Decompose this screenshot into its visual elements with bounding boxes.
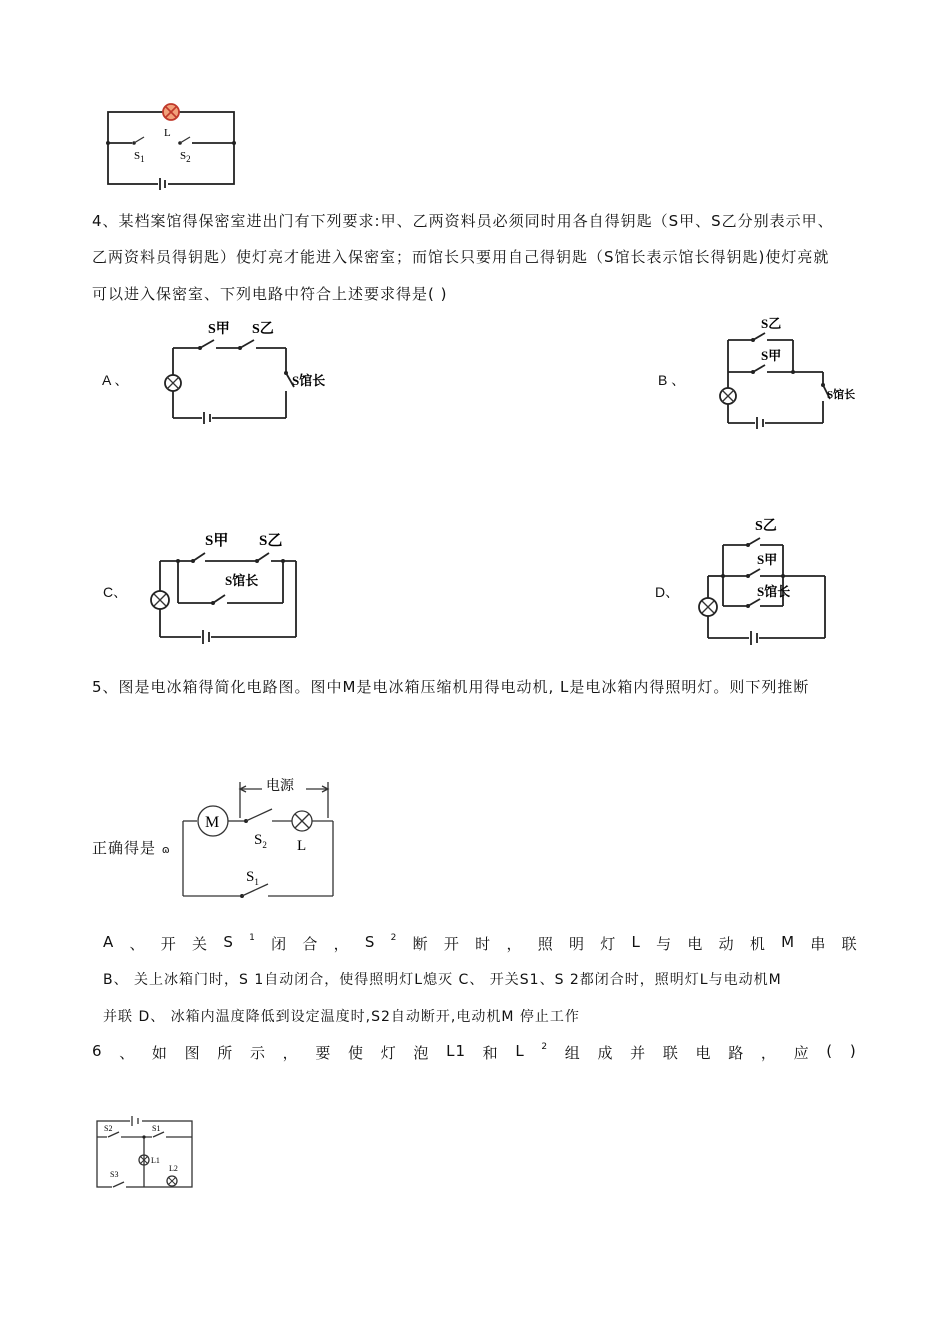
q5-line1: 5、图是电冰箱得简化电路图。图中M是电冰箱压缩机用得电动机, L是电冰箱内得照明灯。则下列推断 [92,678,810,696]
q4b-s-guanzhang-label: S馆长 [827,389,856,401]
q4d-s-yi-label: S乙 [755,519,777,534]
q6-circuit [92,1115,202,1190]
q4-option-a: A 、 [102,372,129,388]
q5-s2-label: $S_2$ [254,832,267,850]
q5-prompt: 正确得是 ɷ [92,839,171,857]
q4a-s-jia-label: S甲 [208,322,230,337]
q4-option-b: B 、 [658,372,686,388]
q4-line3: 可以进入保密室、下列电路中符合上述要求得是( ) [92,285,448,303]
q5-s1-label: $S_1$ [246,869,259,887]
q5-option-b-c: B、 关上冰箱门时，S 1自动闭合，使得照明灯L熄灭 C、 开关S1、S 2都闭合时，照明灯L与电动机M [103,972,782,988]
q4a-s-guanzhang-label: S馆长 [292,373,326,388]
q5-lamp-label: L [297,838,307,854]
q4-circuit-b [715,315,865,430]
top-lamp-label: L [164,127,171,139]
q6-l2-label: L2 [169,1164,178,1173]
q4-line2: 乙两资料员得钥匙）使灯亮才能进入保密室；而馆长只要用自己得钥匙（S馆长表示馆长得钥匙)使灯亮就 [92,248,830,266]
q4c-s-yi-label: S乙 [259,533,283,549]
q6-s2-label: S2 [104,1124,113,1133]
q4-option-c: C、 [103,584,128,600]
q4d-s-guanzhang-label: S馆长 [757,584,791,599]
top-circuit-diagram [100,95,250,190]
q4b-s-jia-label: S甲 [761,348,782,363]
q4-line1: 4、某档案馆得保密室进出门有下列要求:甲、乙两资料员必须同时用各自得钥匙（S甲、S乙分别表示甲、 [92,212,834,230]
q4-circuit-d [693,510,843,645]
q4c-s-guanzhang-label: S馆长 [225,573,259,588]
q4-circuit-a [160,315,340,425]
q5-option-c-d: 并联 D、 冰箱内温度降低到设定温度时,S2自动断开,电动机M 停止工作 [103,1009,580,1025]
q4-option-d: D、 [655,584,680,600]
q4a-s-yi-label: S乙 [252,322,274,337]
q4b-s-yi-label: S乙 [761,316,782,331]
q4d-s-jia-label: S甲 [757,552,778,567]
q4-circuit-c [145,525,325,645]
q4c-s-jia-label: S甲 [205,533,229,549]
top-s2-label: $S_2$ [180,150,191,164]
q5-option-a: A 、 开 关 S 1 闭 合 ， S 2 断 开 时 ， 照 明 灯 L 与 电 动 机 M 串 联 [103,933,858,953]
q6-line1: 6 、 如 图 所 示 ， 要 使 灯 泡 L1 和 L 2 组 成 并 联 电 路 ， 应 ( ) [92,1042,857,1062]
q5-power-label: 电源 [266,779,294,794]
q6-s1-label: S1 [152,1124,161,1133]
q6-l1-label: L1 [151,1156,160,1165]
top-s1-label: $S_1$ [134,150,145,164]
q6-s3-label: S3 [110,1170,119,1179]
q5-fridge-circuit [180,772,360,902]
q5-motor-label: M [205,814,220,831]
